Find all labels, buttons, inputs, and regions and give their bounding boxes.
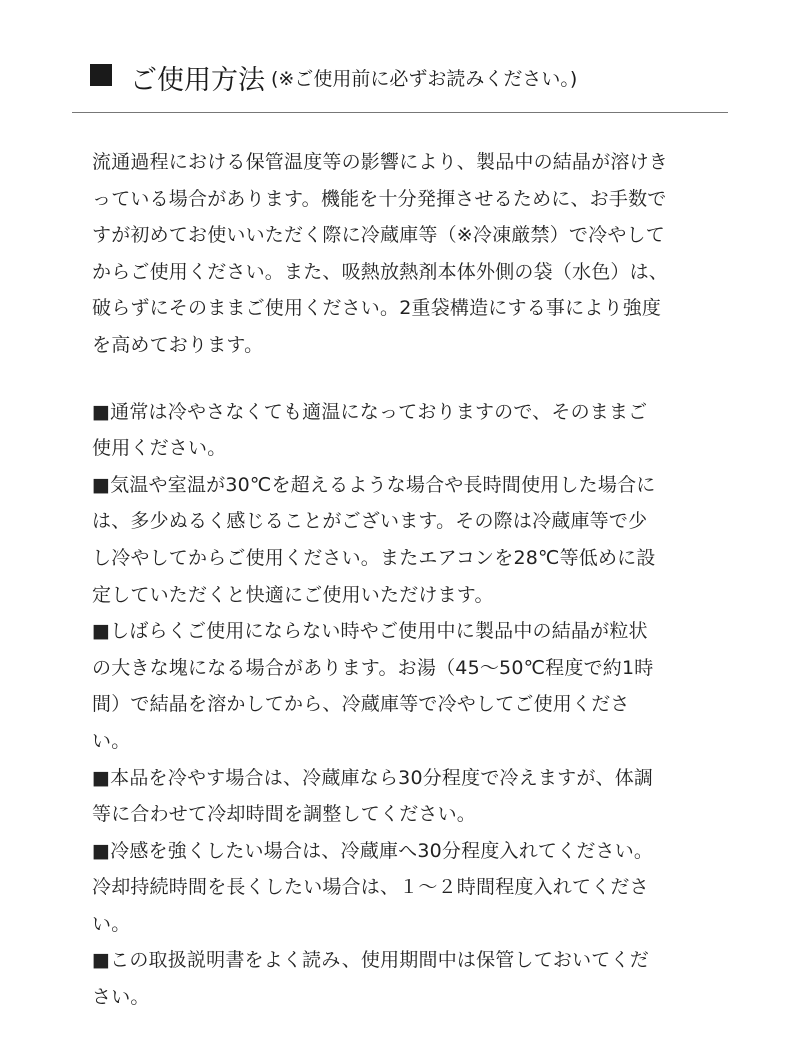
square-bullet-icon: [90, 64, 112, 86]
note-item: ■通常は冷やさなくても適温になっておりますので、そのままご 使用ください。: [92, 400, 648, 460]
section-note: (※ご使用前に必ずお読みください。): [271, 68, 578, 90]
heading-divider: [72, 112, 728, 113]
note-item: ■この取扱説明書をよく読み、使用期間中は保管しておいてくだ さい。: [92, 949, 649, 1009]
section-heading: [90, 58, 730, 110]
intro-paragraph: 流通過程における保管温度等の影響により、製品中の結晶が溶けき っている場合があります。機能を十分発揮させるために、お手数で すが初めてお使いいただく際に冷蔵庫等（※冷凍厳禁）で冷やして からご使用ください。また、吸熱放熱剤本体外側の袋（水色）は、 破らずにそのままご使用ください。2重袋構造にする事により強度 を高めております。: [92, 151, 669, 356]
instructions-body: [92, 144, 722, 1016]
note-item: ■気温や室温が30℃を超えるような場合や長時間使用した場合に は、多少ぬるく感じることがございます。その際は冷蔵庫等で少 し冷やしてからご使用ください。またエアコンを28℃等低めに設 定していただくと快適にご使用いただけます。: [92, 473, 656, 606]
section-title: ご使用方法: [130, 65, 265, 96]
note-item: ■冷感を強くしたい場合は、冷蔵庫へ30分程度入れてください。 冷却持続時間を長くしたい場合は、１〜２時間程度入れてくださ い。: [92, 839, 654, 935]
note-item: ■しばらくご使用にならない時やご使用中に製品中の結晶が粒状 の大きな塊になる場合があります。お湯（45〜50℃程度で約1時 間）で結晶を溶かしてから、冷蔵庫等で冷やしてご使用くださ い。: [92, 620, 654, 752]
note-item: ■本品を冷やす場合は、冷蔵庫なら30分程度で冷えますが、体調 等に合わせて冷却時間を調整してください。: [92, 766, 654, 826]
